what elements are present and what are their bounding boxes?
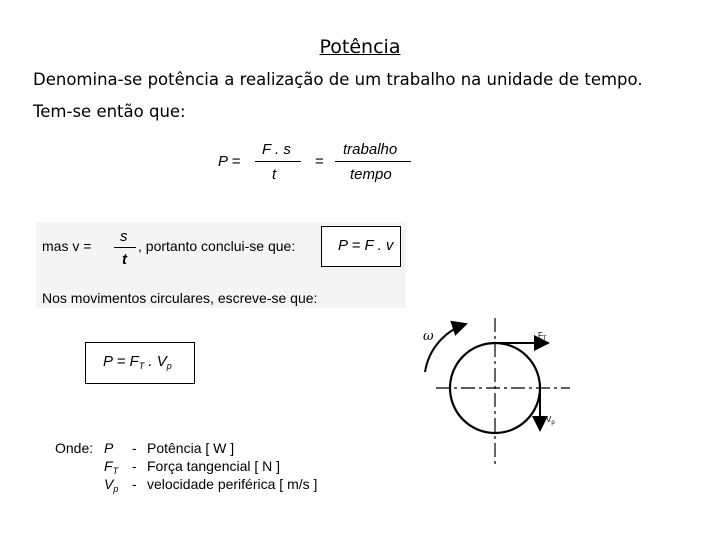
intro-line-2: Tem-se então que: [33,102,186,121]
legend-row-power: P - Potência [ W ] [104,440,235,456]
circular-motion-diagram [408,312,578,470]
formula-denominator-time-word: tempo [350,166,392,183]
formula-lhs: P = [218,153,241,170]
formula-numerator-work: trabalho [343,141,398,158]
vp-label: $V_p$ [546,415,555,426]
power-force-velocity-formula: P = F . v [338,237,394,254]
velocity-denominator: t [122,251,127,268]
legend-row-force: $F_T$ - Força tangencial [ N ] [104,458,281,476]
slide-title: Potência [319,36,401,58]
mas-v-equals: mas v = [42,238,92,254]
omega-label: ω [423,329,434,344]
power-force-velocity-box [321,226,401,267]
circular-power-formula: $P = F_T$ . $V_p$ [103,353,172,371]
intro-line-1: Denomina-se potência a realização de um trabalho na unidade de tempo. [33,70,643,89]
circular-motion-text: Nos movimentos circulares, escreve-se que: [42,290,318,306]
fraction-bar-1 [255,161,301,162]
legend-row-velocity: $V_p$ - velocidade periférica [ m/s ] [104,476,318,494]
velocity-fraction-bar [114,247,136,248]
portanto-text: , portanto conclui-se que: [138,238,296,254]
ft-label: $F_T$ [538,331,547,342]
formula-equals: = [315,153,324,170]
velocity-numerator: s [120,228,128,245]
fraction-bar-2 [335,161,411,162]
formula-denominator-time: t [272,166,277,183]
onde-label: Onde: [55,440,94,456]
formula-numerator-force-distance: F . s [262,141,291,158]
circular-power-box [85,342,195,384]
